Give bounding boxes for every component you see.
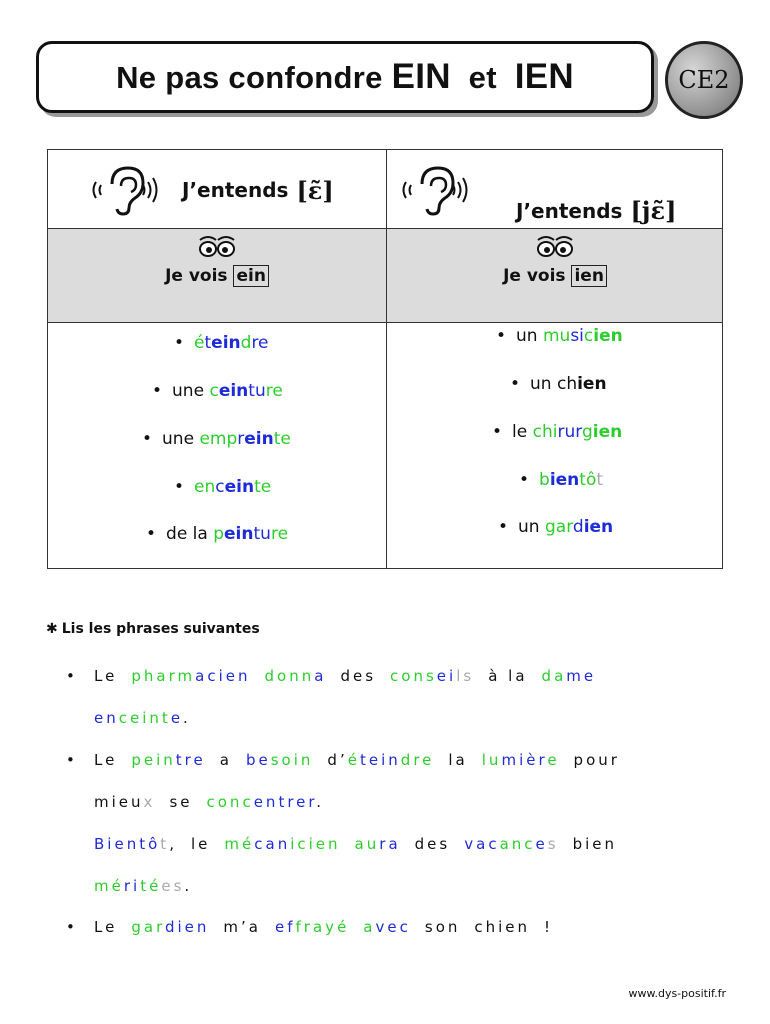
row-divider: [48, 322, 722, 323]
word-segment: re: [251, 333, 269, 353]
word-segment: ein: [224, 477, 255, 497]
hear-label: J’entends: [516, 198, 623, 223]
word-segment: un: [516, 326, 543, 346]
word-segment: le: [512, 422, 533, 442]
sentence-line: [94, 709, 205, 727]
sentence-line: [94, 793, 338, 811]
phoneme-ein: [ɛ̃]: [296, 175, 334, 205]
word-segment: mu: [542, 326, 571, 346]
see-cell-ien: [386, 234, 724, 286]
word-segment: ien: [577, 374, 607, 394]
sentence-word: des: [340, 667, 377, 685]
word-segment: p: [213, 524, 225, 544]
word-segment: tô: [579, 470, 597, 490]
sentence-word: peintre: [131, 751, 206, 769]
word-segment: rur: [557, 422, 582, 442]
sentence-word: m’a: [223, 918, 261, 936]
word-segment: te: [254, 477, 272, 497]
word-item: [496, 326, 623, 346]
word-segment: tu: [253, 524, 271, 544]
sentence-word: dame: [541, 667, 597, 685]
word-segment: t: [596, 470, 604, 490]
word-segment: emp: [199, 429, 238, 449]
sentence-line: [94, 877, 206, 895]
sentence-word: enceinte.: [94, 709, 191, 727]
sentence-word: Le: [94, 918, 118, 936]
see-cell-ein: [48, 234, 386, 286]
word-segment: un ch: [530, 374, 578, 394]
word-segment: tu: [248, 381, 266, 401]
sentence-word: vacances: [464, 835, 559, 853]
sentence-word: concentrer.: [206, 793, 324, 811]
row-divider: [48, 228, 722, 229]
title-box: [36, 41, 654, 113]
sentence-word: des: [414, 835, 451, 853]
sentence-line: [94, 918, 567, 936]
word-segment: d: [572, 517, 584, 537]
sentence-word: le: [190, 835, 211, 853]
word-segment: ien: [593, 326, 623, 346]
badge-label: CE2: [678, 66, 730, 94]
word-segment: r: [237, 429, 245, 449]
word-item: [174, 333, 269, 353]
comparison-table: [47, 149, 723, 569]
sentence-word: la: [448, 751, 468, 769]
word-item: [146, 524, 288, 544]
footer-url: www.dys-positif.fr: [628, 987, 726, 1000]
word-segment: re: [265, 381, 283, 401]
star-icon: ✱: [46, 621, 58, 637]
sentence-word: gardien: [131, 918, 210, 936]
word-segment: é: [194, 333, 205, 353]
word-segment: une: [172, 381, 210, 401]
boxed-ien: ien: [571, 265, 606, 287]
sentence-word: Le: [94, 751, 118, 769]
word-segment: de la: [166, 524, 214, 544]
eyes-icon: [535, 234, 575, 258]
title-et: et: [450, 60, 515, 95]
sentence-word: se: [169, 793, 193, 811]
sentence-word: Le: [94, 667, 118, 685]
sentence-word: Bientôt,: [94, 835, 177, 853]
sentence-word: effrayé: [275, 918, 350, 936]
hear-header-ein: [88, 164, 334, 216]
sentence-word: bien: [572, 835, 618, 853]
word-item: [492, 422, 622, 442]
sentence-line: [94, 835, 631, 853]
sentence-word: lumière: [481, 751, 560, 769]
sentence-word: donna: [264, 667, 327, 685]
word-segment: chi: [532, 422, 558, 442]
word-segment: une: [162, 429, 200, 449]
sentence-word: !: [544, 918, 554, 936]
word-segment: ien: [549, 470, 580, 490]
sentence-word: son: [424, 918, 461, 936]
eyes-icon: [197, 234, 237, 258]
sentence-line: [94, 667, 610, 685]
word-segment: c: [215, 477, 225, 497]
boxed-ein: ein: [233, 265, 268, 287]
sentence-word: avec: [363, 918, 411, 936]
word-segment: t: [204, 333, 212, 353]
sentence-word: d’éteindre: [327, 751, 435, 769]
phoneme-ien: [jɛ̃]: [630, 196, 677, 225]
hear-header-ien: [398, 158, 676, 225]
word-item: [174, 477, 271, 497]
see-prefix: Je vois: [165, 266, 234, 286]
column-divider: [386, 150, 387, 568]
word-segment: ien: [583, 517, 614, 537]
word-segment: b: [539, 470, 550, 490]
sentence-line: [94, 751, 634, 769]
word-segment: ien: [592, 422, 623, 442]
word-item: [498, 517, 613, 537]
word-item: [519, 470, 603, 490]
word-segment: c: [209, 381, 219, 401]
sentence-word: pour: [573, 751, 620, 769]
word-segment: ein: [244, 429, 274, 449]
word-segment: ein: [218, 381, 249, 401]
sentence-word: besoin: [245, 751, 314, 769]
hear-label: J’entends: [182, 178, 289, 202]
word-item: [510, 374, 607, 394]
exercise-title-text: Lis les phrases suivantes: [61, 621, 260, 637]
word-segment: gar: [544, 517, 573, 537]
word-item: [152, 381, 283, 401]
sentence-word: mieux: [94, 793, 156, 811]
word-segment: d: [240, 333, 252, 353]
see-label: [48, 266, 386, 286]
word-segment: re: [270, 524, 289, 544]
word-segment: g: [581, 422, 593, 442]
ear-icon: [88, 164, 166, 216]
see-prefix: Je vois: [503, 266, 572, 286]
word-segment: c: [583, 326, 594, 346]
word-segment: ein: [224, 524, 254, 544]
see-label: [386, 266, 724, 286]
sentence-word: chien: [474, 918, 531, 936]
sentence-word: a: [219, 751, 232, 769]
page-title: [116, 57, 574, 97]
word-segment: en: [194, 477, 216, 497]
ear-icon: [398, 164, 476, 220]
word-segment: si: [570, 326, 584, 346]
exercise-title: [46, 621, 260, 637]
title-ein: EIN: [391, 57, 451, 96]
sentence-word: à la: [488, 667, 528, 685]
sentence-word: conseils: [390, 667, 475, 685]
word-item: [142, 429, 291, 449]
level-badge: [665, 41, 743, 119]
title-prefix: Ne pas confondre: [116, 60, 392, 95]
sentence-word: méritées.: [94, 877, 193, 895]
title-ien: IEN: [514, 57, 574, 96]
word-segment: un: [518, 517, 545, 537]
sentence-word: pharmacien: [131, 667, 251, 685]
sentence-word: mécanicien: [224, 835, 341, 853]
word-segment: ein: [211, 333, 241, 353]
sentence-word: aura: [354, 835, 401, 853]
word-segment: te: [273, 429, 291, 449]
